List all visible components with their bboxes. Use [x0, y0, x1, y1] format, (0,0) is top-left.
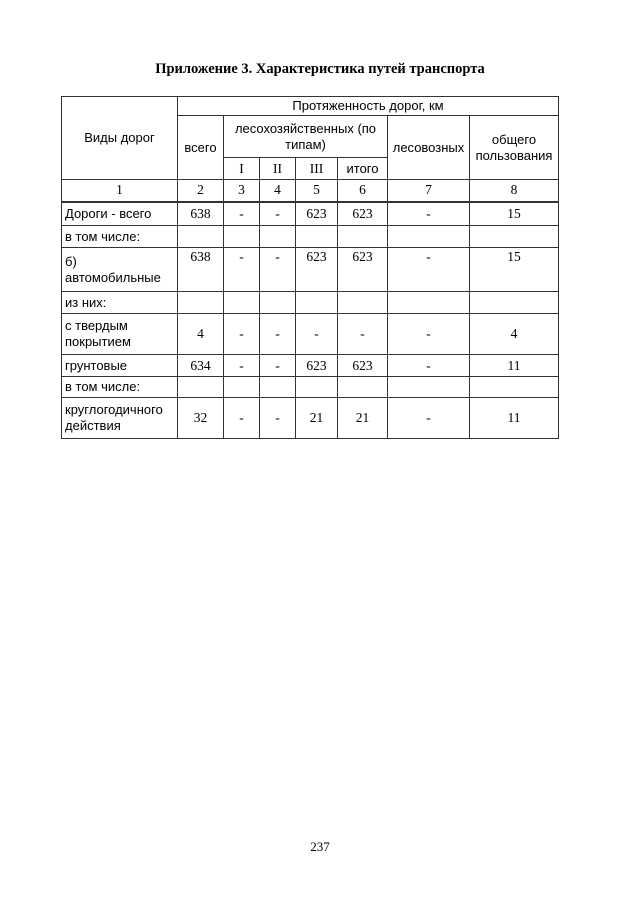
table-cell: - [224, 355, 260, 377]
table-cell: 11 [470, 398, 559, 439]
table-cell: 4 [178, 314, 224, 355]
header-forestry: лесохозяйственных (по типам) [224, 116, 388, 158]
header-forestry-total: итого [338, 158, 388, 180]
table-cell: 15 [470, 202, 559, 226]
table-cell [470, 377, 559, 398]
row-label: с твердым покрытием [62, 314, 178, 355]
column-numbers-row [62, 180, 559, 202]
table-cell [296, 226, 338, 248]
row-label: грунтовые [62, 355, 178, 377]
table-cell: - [260, 202, 296, 226]
header-type-3: III [296, 158, 338, 180]
table-cell: - [388, 355, 470, 377]
table-cell [338, 377, 388, 398]
table-cell: 638 [178, 248, 224, 292]
table-cell: - [260, 355, 296, 377]
table-cell: 623 [338, 248, 388, 292]
table-cell: 623 [296, 248, 338, 292]
table-cell: 15 [470, 248, 559, 292]
table-cell [470, 292, 559, 314]
table-cell: 623 [338, 202, 388, 226]
table-cell: 21 [338, 398, 388, 439]
table-cell: 21 [296, 398, 338, 439]
column-number: 7 [388, 180, 470, 202]
table-cell: - [388, 248, 470, 292]
table-cell [224, 226, 260, 248]
row-label: из них: [62, 292, 178, 314]
table-cell [388, 226, 470, 248]
table-cell: - [224, 398, 260, 439]
table-cell: - [224, 248, 260, 292]
header-road-kind: Виды дорог [62, 97, 178, 180]
header-logging: лесовозных [388, 116, 470, 180]
table-cell: 4 [470, 314, 559, 355]
table-row [62, 355, 559, 377]
table-cell: 623 [296, 355, 338, 377]
table-cell: 623 [338, 355, 388, 377]
column-number: 8 [470, 180, 559, 202]
table-cell: - [260, 248, 296, 292]
table-row [62, 398, 559, 439]
column-number: 3 [224, 180, 260, 202]
table-cell: - [388, 314, 470, 355]
column-number: 6 [338, 180, 388, 202]
table-row [62, 226, 559, 248]
table-cell: - [224, 202, 260, 226]
row-label: в том числе: [62, 226, 178, 248]
table-row [62, 202, 559, 226]
row-label: круглогодичного действия [62, 398, 178, 439]
table-cell: - [388, 202, 470, 226]
table-cell: 32 [178, 398, 224, 439]
table-cell [470, 226, 559, 248]
table-cell [260, 377, 296, 398]
column-number: 5 [296, 180, 338, 202]
header-type-1: I [224, 158, 260, 180]
table-row [62, 314, 559, 355]
page-number: 237 [310, 839, 330, 854]
table-cell: - [260, 314, 296, 355]
table-cell [388, 292, 470, 314]
header-public: общего пользования [470, 116, 559, 180]
column-number: 1 [62, 180, 178, 202]
table-cell [178, 377, 224, 398]
table-row [62, 377, 559, 398]
table-cell [388, 377, 470, 398]
table-cell: 634 [178, 355, 224, 377]
roads-table [61, 96, 559, 439]
table-row [62, 248, 559, 292]
table-cell: - [388, 398, 470, 439]
header-length: Протяженность дорог, км [178, 97, 559, 116]
table-row [62, 292, 559, 314]
table-cell: - [224, 314, 260, 355]
table-cell: 638 [178, 202, 224, 226]
table-cell: - [338, 314, 388, 355]
page-title: Приложение 3. Характеристика путей транспорта [155, 61, 485, 77]
row-label: Дороги - всего [62, 202, 178, 226]
table-cell [296, 292, 338, 314]
row-label: в том числе: [62, 377, 178, 398]
table-cell: 623 [296, 202, 338, 226]
table-cell [224, 292, 260, 314]
column-number: 4 [260, 180, 296, 202]
column-number: 2 [178, 180, 224, 202]
row-label: б) автомобильные [62, 248, 178, 292]
header-type-2: II [260, 158, 296, 180]
table-cell [260, 292, 296, 314]
table-cell [296, 377, 338, 398]
table-cell [178, 226, 224, 248]
table-cell [338, 292, 388, 314]
table-cell: - [296, 314, 338, 355]
table-cell [338, 226, 388, 248]
table-cell: 11 [470, 355, 559, 377]
table-cell: - [260, 398, 296, 439]
table-cell [178, 292, 224, 314]
header-total: всего [178, 116, 224, 180]
table-cell [260, 226, 296, 248]
table-cell [224, 377, 260, 398]
